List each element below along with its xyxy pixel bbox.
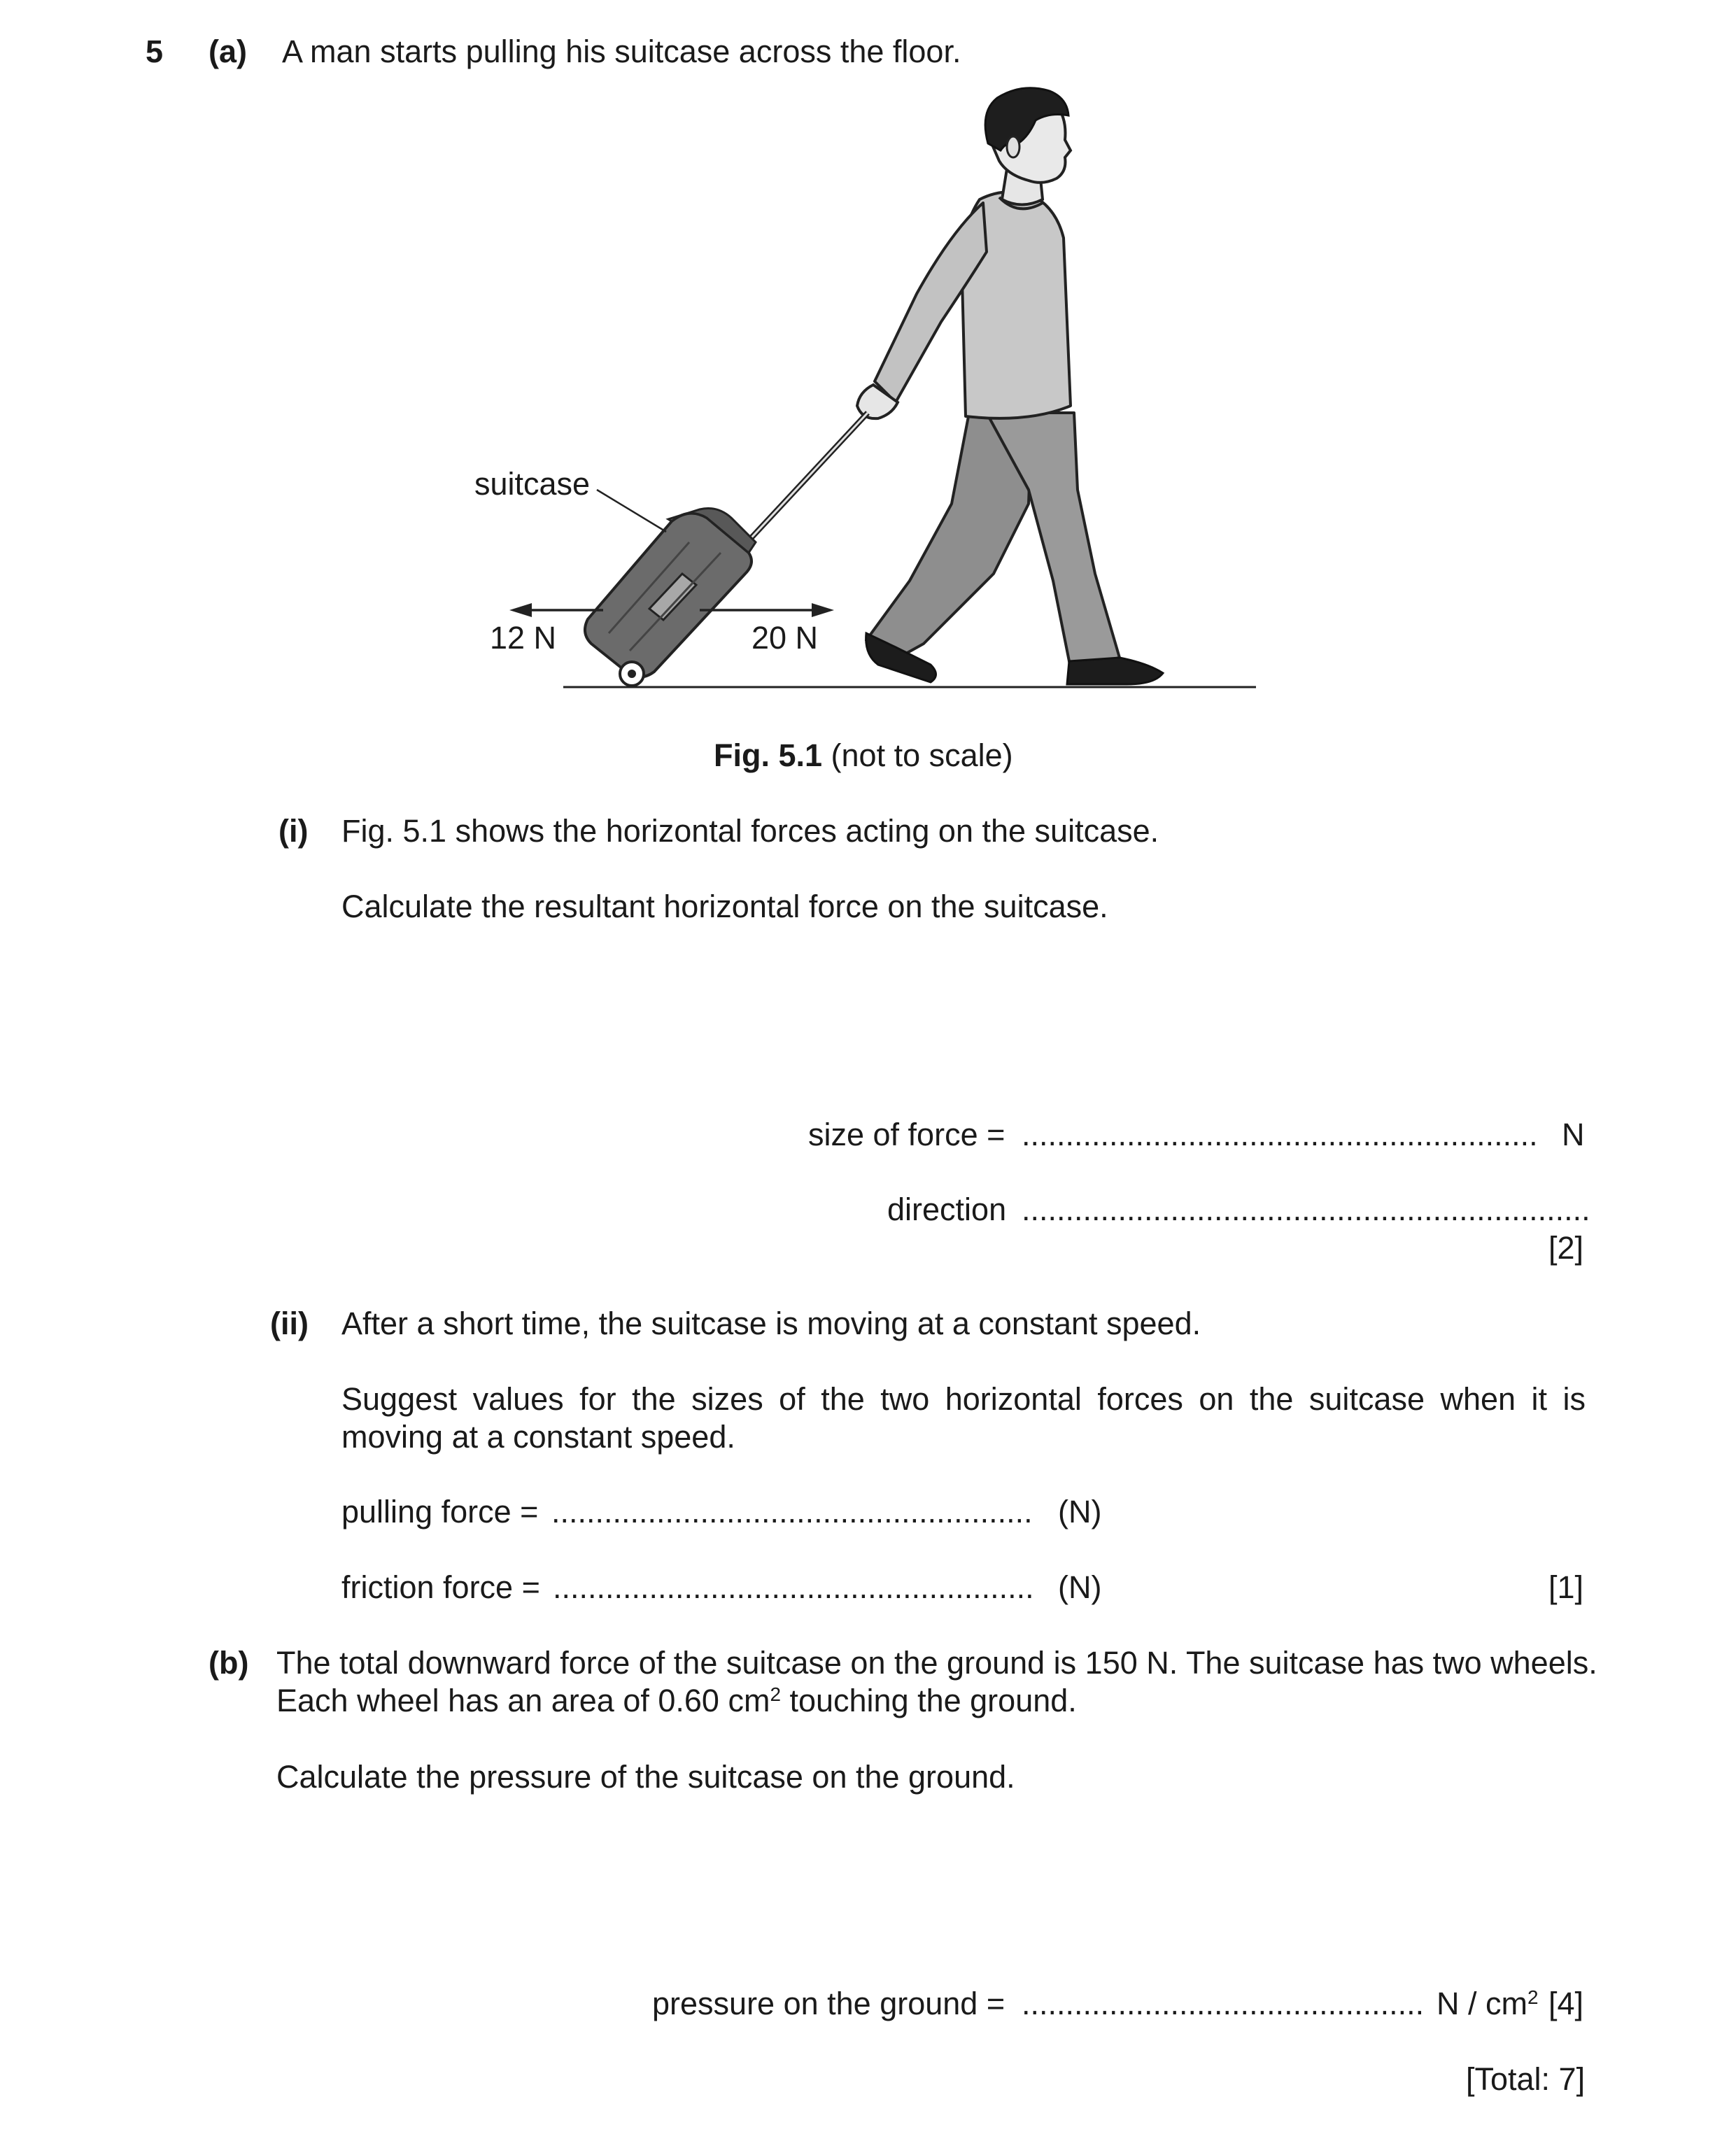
pulling-force-prefix: pulling force = bbox=[341, 1494, 539, 1529]
part-a-label: (a) bbox=[209, 34, 247, 69]
suitcase-leader-line bbox=[597, 490, 666, 532]
part-i-label: (i) bbox=[278, 813, 309, 849]
question-number: 5 bbox=[146, 34, 164, 69]
part-a-stem: A man starts pulling his suitcase across the floor. bbox=[282, 34, 961, 69]
part-i-answer1-unit: N bbox=[1562, 1117, 1585, 1152]
part-ii-line1: After a short time, the suitcase is moving at a constant speed. bbox=[341, 1306, 1201, 1341]
part-b-line2-post: touching the ground. bbox=[780, 1683, 1077, 1718]
pressure-unit-sup: 2 bbox=[1527, 1986, 1539, 2008]
part-b-label: (b) bbox=[209, 1645, 249, 1681]
part-i-answer1-field[interactable]: ........................................................... bbox=[1022, 1117, 1538, 1152]
part-ii-marks: [1] bbox=[1548, 1569, 1584, 1605]
part-ii-line2: Suggest values for the sizes of the two horizontal forces on the suitcase when it is bbox=[341, 1381, 1586, 1417]
suitcase-handle-rod-2 bbox=[745, 413, 868, 544]
figure-5-1 bbox=[0, 0, 1736, 742]
label-force-right: 20 N bbox=[751, 620, 819, 656]
part-i-answer2-prefix: direction bbox=[887, 1192, 1007, 1227]
pressure-unit bbox=[1437, 1986, 1539, 2022]
part-b-line2-pre: Each wheel has an area of 0.60 cm bbox=[276, 1683, 770, 1718]
arrow-left-head-icon bbox=[509, 603, 532, 617]
friction-force-unit: (N) bbox=[1058, 1569, 1102, 1605]
part-i-answer1-prefix: size of force = bbox=[808, 1117, 1005, 1152]
pulling-force-unit: (N) bbox=[1058, 1494, 1102, 1529]
part-i-line2: Calculate the resultant horizontal force on the suitcase. bbox=[341, 889, 1108, 924]
pressure-field[interactable]: .............................................. bbox=[1022, 1986, 1425, 2021]
part-b-line3: Calculate the pressure of the suitcase on the ground. bbox=[276, 1759, 1015, 1795]
arrow-right-head-icon bbox=[812, 603, 834, 617]
label-force-left: 12 N bbox=[490, 620, 557, 656]
part-ii-line3: moving at a constant speed. bbox=[341, 1419, 735, 1455]
part-i-marks: [2] bbox=[1548, 1230, 1584, 1266]
man-front-shoe bbox=[1067, 658, 1163, 684]
part-b-line2 bbox=[276, 1683, 1077, 1719]
total-marks: [Total: 7] bbox=[1466, 2061, 1586, 2097]
caption-bold: Fig. 5.1 bbox=[714, 737, 823, 773]
friction-force-prefix: friction force = bbox=[341, 1569, 540, 1605]
part-i-answer2-field[interactable]: ................................................................. bbox=[1022, 1192, 1590, 1227]
label-suitcase: suitcase bbox=[474, 466, 591, 502]
part-b-line2-sup: 2 bbox=[770, 1683, 781, 1705]
caption-rest: (not to scale) bbox=[822, 737, 1013, 773]
pressure-unit-base: N / cm bbox=[1437, 1986, 1527, 2021]
pulling-force-field[interactable]: ....................................................... bbox=[551, 1494, 1033, 1529]
man-ear bbox=[1007, 136, 1019, 157]
part-i-line1: Fig. 5.1 shows the horizontal forces acting on the suitcase. bbox=[341, 813, 1159, 849]
part-b-line1: The total downward force of the suitcase on the ground is 150 N. The suitcase has two wheels. bbox=[276, 1645, 1597, 1681]
part-ii-label: (ii) bbox=[270, 1306, 309, 1341]
pressure-prefix: pressure on the ground = bbox=[652, 1986, 1005, 2021]
figure-caption bbox=[714, 737, 1013, 774]
part-b-marks: [4] bbox=[1548, 1986, 1584, 2021]
friction-force-field[interactable]: ....................................................... bbox=[553, 1569, 1034, 1605]
